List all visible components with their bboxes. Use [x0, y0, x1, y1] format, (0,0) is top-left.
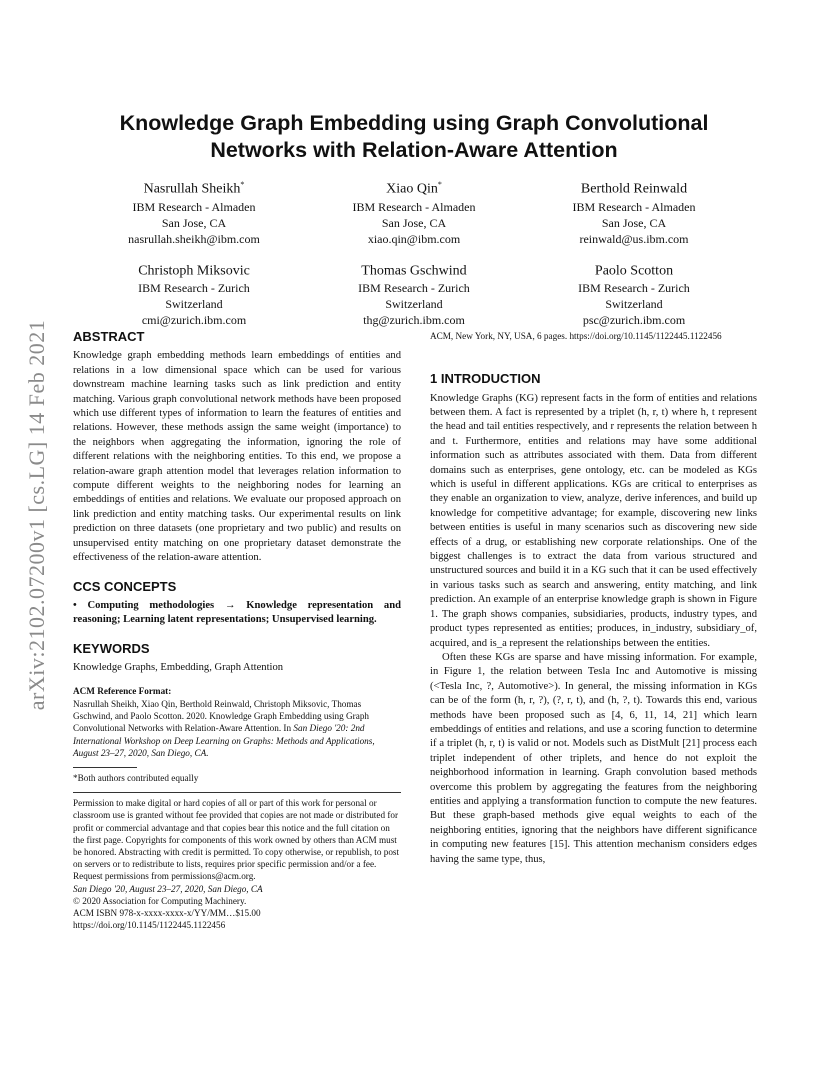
author-block [84, 175, 744, 338]
author-affiliation: IBM Research - Zurich [578, 281, 690, 296]
introduction-paragraph-1: Knowledge Graphs (KG) represent facts in the form of entities and relations between them. A fact is represented by a triplet (h, r, t) where h, t represent the head and tail entities respectively, and r represents the relation between h and t. Furthermore, entities and relations may have some additional information such as attributes associated with them. Data from different domains such as enterprises, gene ontology, etc. can be modeled as KGs which is useful in different applications. KGs are critical to enterprises as they enable an organization to view, analyze, derive inferences, and build up knowledge for competitive advantage; for example, discovering new links between entities is useful in many scenarios such as discovering new side effects of a drug, or establishing new corporate relationships. One of the biggest challenges is to extract the data from various structured and unstructured sources and build it in a KG such that it can be used effectively in various tasks such as search and answering, entity matching, and link prediction. An example of an enterprise knowledge graph is shown in Figure 1. The graph shows companies, subsidiaries, products, industry types, and product types represented as entities; produces, in_industry, subsidiary_of, acquired, and is_a represent the relationships between the entities. [430, 392, 757, 649]
acm-reference-continued: ACM, New York, NY, USA, 6 pages. https://doi.org/10.1145/1122445.1122456 [430, 331, 722, 341]
author-location: San Jose, CA [601, 215, 667, 230]
acm-reference [73, 684, 401, 759]
author-name: Berthold Reinwald [580, 181, 688, 197]
author-mark: * [437, 180, 442, 189]
permission-divider [73, 792, 401, 793]
ccs-heading: CCS CONCEPTS [73, 578, 177, 594]
acm-reference-venue: San Diego '20: 2nd International Workshop on Deep Learning on Graphs: Methods and Applications, August 23–27, 2020, San Diego, CA. [73, 723, 375, 758]
author-location: Switzerland [165, 297, 223, 312]
author-affiliation: IBM Research - Almaden [572, 199, 696, 214]
keywords-heading: KEYWORDS [73, 640, 150, 656]
left-column [73, 330, 401, 931]
author-location: Switzerland [605, 297, 663, 312]
author-card [524, 257, 744, 329]
author-card [524, 175, 744, 247]
acm-reference-text: Nasrullah Sheikh, Xiao Qin, Berthold Reinwald, Christoph Miksovic, Thomas Gschwind, and Paolo Scotton. 2020. Knowledge Graph Embedding using Graph Convolutional Networks with Relation-Aware Attention. In [73, 698, 370, 734]
arxiv-sidebar [22, 290, 52, 740]
arxiv-identifier: arXiv:2102.07200v1 [cs.LG] 14 Feb 2021 [24, 319, 49, 711]
introduction-heading: 1 INTRODUCTION [430, 371, 541, 387]
permission-block [73, 797, 401, 931]
author-email[interactable]: nasrullah.sheikh@ibm.com [128, 231, 260, 246]
author-affiliation: IBM Research - Almaden [132, 199, 256, 214]
author-card [304, 257, 524, 329]
permission-doi[interactable]: https://doi.org/10.1145/1122445.1122456 [73, 920, 226, 931]
keywords-text: Knowledge Graphs, Embedding, Graph Attention [73, 662, 284, 674]
author-card [84, 257, 304, 329]
author-location: Switzerland [385, 297, 443, 312]
author-location: San Jose, CA [161, 215, 227, 230]
author-card [304, 175, 524, 247]
author-email[interactable]: thg@zurich.ibm.com [363, 313, 465, 328]
acm-reference-heading: ACM Reference Format: [73, 685, 172, 696]
author-name: Xiao Qin [386, 181, 438, 197]
footnote-divider [73, 767, 137, 768]
author-row-2 [84, 257, 744, 329]
author-card [84, 175, 304, 247]
footnote: *Both authors contributed equally [73, 772, 199, 783]
title-line-1: Knowledge Graph Embedding using Graph Convolutional [119, 111, 709, 135]
abstract-text: Knowledge graph embedding methods learn embeddings of entities and relations in a low dimensional space which can be used for various downstream machine learning tasks such as link prediction and entity matching. Various graph convolutional network methods have been proposed which use different types of information to learn the features of entities and relations. However, these methods assign the same weight (importance) to the neighbors when aggregating the information, ignoring the role of different relations with the neighboring entities. To this end, we propose a relation-aware graph attention model that leverages relation information to compute different weights to the neighboring nodes for learning an embeddings of entities and relations. We evaluate our proposed approach on link prediction and entity matching tasks. Our experimental results on link prediction on three datasets (one proprietary and two public) and results on unsupervised entity matching on one proprietary dataset demonstrate the effectiveness of the relation-aware attention. [73, 350, 401, 564]
author-email[interactable]: psc@zurich.ibm.com [582, 313, 686, 328]
copyright-text: © 2020 Association for Computing Machinery. [73, 895, 247, 906]
ccs-text: • Computing methodologies → Knowledge representation and reasoning; Learning latent representations; Unsupervised learning. [73, 599, 401, 626]
author-name: Nasrullah Sheikh [143, 181, 241, 197]
title-line-2: Networks with Relation-Aware Attention [210, 138, 618, 162]
author-mark: * [240, 180, 245, 189]
permission-text: Permission to make digital or hard copies of all or part of this work for personal or classroom use is granted without fee provided that copies are not made or distributed for profit or commercial advantage and that copies bear this notice and the full citation on the first page. Copyrights for components of this work owned by others than ACM must be honored. Abstracting with credit is permitted. To copy otherwise, or republish, to post on servers or to redistribute to lists, requires prior specific permission and/or a fee. Request permissions from permissions@acm.org. [73, 798, 400, 882]
author-row-1 [84, 175, 744, 247]
introduction-paragraph-2: Often these KGs are sparse and have missing information. For example, in Figure 1, the relation between Tesla Inc and Automotive is missing (<Tesla Inc, ?, Automotive>). In general, the missing information in KGs can be of the form (h, r, ?), (?, r, t), and (h, ?, t). Towards this end, various methods have been proposed such as [4, 6, 11, 14, 21] which learn embeddings of entities and relations, and use a scoring function to determine if a triplet (h, r, t) is valid or not. Models such as DistMult [21] process each triplet independent of other triplets, and hence do not exploit the neighborhood information in learning. Graph convolution based methods overcome this problem by aggregating the features from the neighboring entities and applying a transformation function to compute the new features. But these graph-based methods give equal weights to each of the neighboring entities, ignoring that the neighbors have different significance in computing new features [15]. This attention mechanism considers edges having the same type, thus, [430, 651, 757, 865]
author-affiliation: IBM Research - Almaden [352, 199, 476, 214]
author-email[interactable]: cmi@zurich.ibm.com [141, 313, 247, 328]
author-location: San Jose, CA [381, 215, 447, 230]
author-affiliation: IBM Research - Zurich [358, 281, 470, 296]
permission-venue: San Diego '20, August 23–27, 2020, San Diego, CA [73, 883, 263, 894]
author-email[interactable]: xiao.qin@ibm.com [367, 231, 461, 246]
right-column [430, 330, 757, 867]
paper-title [80, 110, 748, 164]
abstract-heading: ABSTRACT [73, 329, 145, 344]
author-name: Thomas Gschwind [361, 263, 467, 279]
author-name: Paolo Scotton [594, 263, 674, 279]
isbn-text: ACM ISBN 978-x-xxxx-xxxx-x/YY/MM…$15.00 [73, 907, 261, 918]
author-name: Christoph Miksovic [138, 263, 250, 279]
author-affiliation: IBM Research - Zurich [138, 281, 250, 296]
author-email[interactable]: reinwald@us.ibm.com [579, 231, 689, 246]
